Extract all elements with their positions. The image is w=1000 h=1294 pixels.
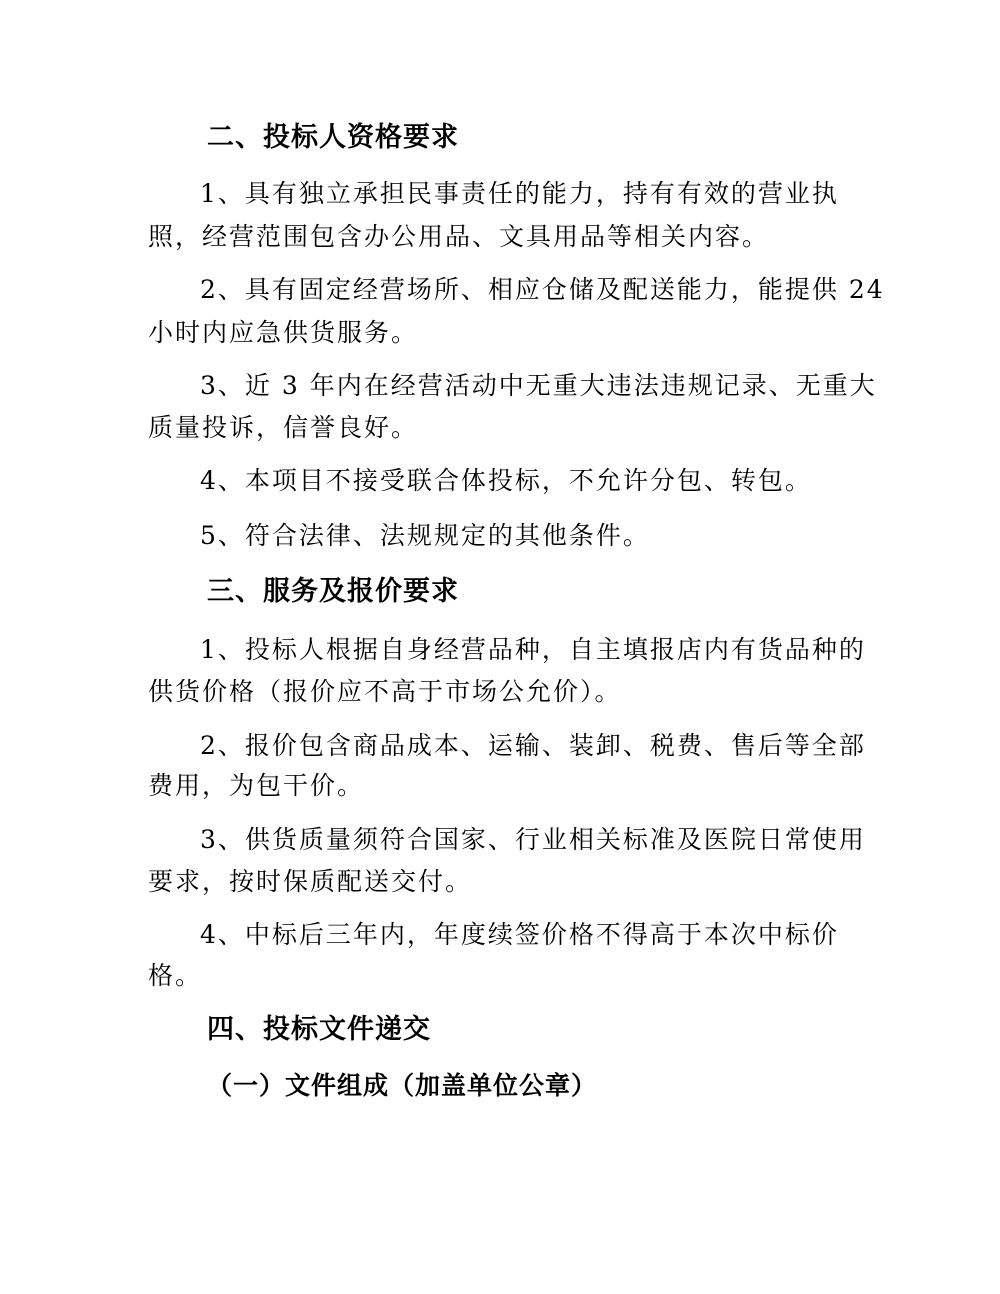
subsection-heading-document-composition: （一）文件组成（加盖单位公章） bbox=[207, 1071, 598, 1100]
pricing-item-2-line-1: 2、报价包含商品成本、运输、装卸、税费、售后等全部 bbox=[200, 731, 866, 760]
pricing-item-4-line-1: 4、中标后三年内，年度续签价格不得高于本次中标价 bbox=[200, 920, 839, 949]
qualification-item-3-line-1: 3、近 3 年内在经营活动中无重大违法违规记录、无重大 bbox=[200, 371, 877, 400]
qualification-item-3-line-2: 质量投诉，信誉良好。 bbox=[148, 413, 419, 442]
qualification-item-1-line-2: 照，经营范围包含办公用品、文具用品等相关内容。 bbox=[148, 222, 770, 251]
pricing-item-3-line-1: 3、供货质量须符合国家、行业相关标准及医院日常使用 bbox=[200, 825, 866, 854]
section-heading-submission: 四、投标文件递交 bbox=[207, 1014, 431, 1045]
qualification-item-5: 5、符合法律、法规规定的其他条件。 bbox=[200, 521, 650, 550]
pricing-item-1-line-2: 供货价格（报价应不高于市场公允价）。 bbox=[148, 677, 622, 706]
section-heading-qualifications: 二、投标人资格要求 bbox=[207, 122, 459, 153]
qualification-item-4: 4、本项目不接受联合体投标，不允许分包、转包。 bbox=[200, 466, 812, 495]
pricing-item-1-line-1: 1、投标人根据自身经营品种，自主填报店内有货品种的 bbox=[200, 635, 866, 664]
qualification-item-2-line-2: 小时内应急供货服务。 bbox=[148, 318, 419, 347]
section-heading-service-pricing: 三、服务及报价要求 bbox=[207, 576, 459, 607]
pricing-item-2-line-2: 费用，为包干价。 bbox=[148, 771, 365, 800]
pricing-item-4-line-2: 格。 bbox=[148, 961, 203, 990]
pricing-item-3-line-2: 要求，按时保质配送交付。 bbox=[148, 867, 473, 896]
qualification-item-2-line-1: 2、具有固定经营场所、相应仓储及配送能力，能提供 24 bbox=[200, 275, 885, 304]
qualification-item-1-line-1: 1、具有独立承担民事责任的能力，持有有效的营业执 bbox=[200, 179, 839, 208]
